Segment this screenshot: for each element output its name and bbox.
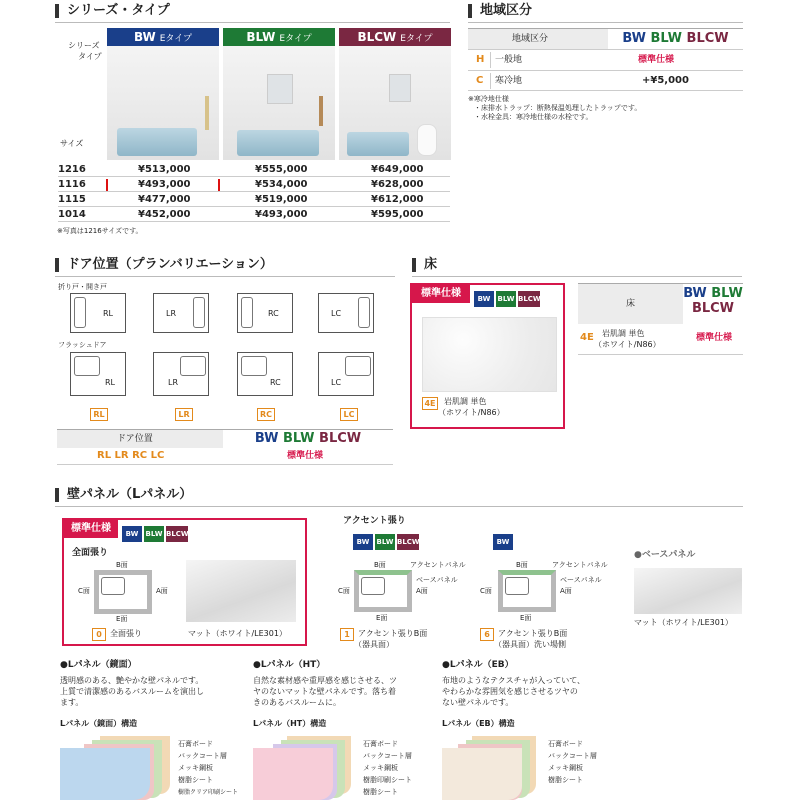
bathtub-outline	[74, 356, 100, 376]
plan-code: RL	[105, 378, 116, 387]
layer-label: 樹脂クリア印刷シート	[178, 789, 239, 796]
series-title-rule	[55, 22, 450, 23]
region-section-title: 地域区分	[468, 4, 532, 18]
mirror	[267, 74, 293, 104]
panel-column-mirror	[60, 660, 260, 800]
chip-bw: BW	[353, 534, 373, 550]
layer-label: 樹脂印刷シート	[363, 776, 412, 784]
layer-label: バックコート層	[548, 752, 597, 760]
accent1-desc-sub: （器具面）	[354, 640, 394, 649]
face-b-label: B面	[116, 561, 128, 569]
region-name: 一般地	[490, 52, 522, 68]
bathtub-shape	[237, 130, 319, 156]
floor-row-desc-color: （ホワイト/N86）	[594, 340, 661, 349]
floor-desc-color: （ホワイト/N86）	[438, 408, 505, 417]
panel-text: ます。	[60, 698, 84, 707]
wall-finish-name: マット（ホワイト/LE301）	[188, 629, 287, 638]
bathtub-outline	[101, 577, 125, 595]
layer-stack	[442, 736, 542, 800]
base-panel-label: ベースパネル	[416, 576, 458, 584]
bathtub-outline	[358, 297, 370, 328]
panel-text: 上質で清潔感のあるバスルームを演出し	[60, 687, 204, 696]
face-e-label: E面	[116, 615, 128, 623]
grab-bar	[319, 96, 323, 126]
price-row: 1216 ¥513,000 ¥555,000 ¥649,000	[58, 163, 450, 177]
floor-table	[578, 283, 743, 355]
layer-label: バックコート層	[178, 752, 227, 760]
floor-plan-lr-flush	[153, 352, 209, 396]
full-panel-name: 全面張り	[110, 629, 142, 638]
wall-standard-box	[62, 518, 307, 646]
plan-code: RC	[268, 309, 279, 318]
door-series-header: BW BLW BLCW	[254, 431, 362, 446]
standard-spec-badge: 標準仕様	[64, 520, 118, 538]
chip-blw: BLW	[375, 534, 395, 550]
bathtub-outline	[345, 356, 371, 376]
plan-code: LR	[166, 309, 177, 318]
wall-finish-swatch	[186, 560, 296, 622]
bathroom-photo-blw	[223, 46, 335, 160]
panel-title: ●Lパネル（鏡面）	[60, 660, 137, 670]
bathtub-outline	[74, 297, 86, 328]
face-a-label: A面	[156, 587, 168, 595]
base-panel-title: ●ベースパネル	[634, 550, 696, 560]
series-header-bw: BW Eタイプ	[107, 28, 219, 46]
layer-stack	[60, 736, 170, 800]
panel-text: 自然な素材感や重厚感を感じさせる、ツ	[253, 676, 397, 685]
floor-plan-rc-fold	[237, 293, 293, 333]
layer-sheet	[60, 748, 150, 800]
floor-code: 4E	[580, 332, 594, 343]
accent6-desc-sub: （器具面）洗い場側	[494, 640, 566, 649]
accent-panel-label: アクセントパネル	[552, 561, 608, 569]
series-section-title: シリーズ・タイプ	[55, 4, 170, 18]
floor-plan-rc-flush	[237, 352, 293, 396]
bathtub-outline	[241, 356, 267, 376]
floor-standard-box	[410, 283, 565, 429]
bathtub-outline	[241, 297, 253, 328]
chip-blcw: BLCW	[166, 526, 188, 542]
region-note: ・床排水トラップ：断熱保温処理したトラップです。	[474, 104, 642, 112]
region-series-header: BW BLW BLCW	[622, 31, 729, 46]
region-code: C	[476, 75, 484, 86]
plan-code-tag: RL	[90, 408, 108, 421]
price-row: 1115 ¥477,000 ¥519,000 ¥612,000	[58, 193, 450, 207]
series-header-blcw: BLCW Eタイプ	[339, 28, 451, 46]
door-table-label: ドア位置	[117, 434, 153, 444]
floor-plan-lc-fold	[318, 293, 374, 333]
bathroom-photo-bw	[107, 46, 219, 160]
panel-title: ●Lパネル（HT）	[253, 660, 326, 670]
region-note: ※寒冷地仕様	[468, 95, 509, 103]
region-row	[468, 49, 743, 70]
chip-blw: BLW	[496, 291, 516, 307]
grab-bar	[205, 96, 209, 130]
floor-code-tag: 4E	[422, 397, 438, 410]
accent-diagram-1	[354, 570, 412, 612]
region-row	[468, 70, 743, 91]
door-table	[57, 429, 393, 465]
layer-label: 石膏ボード	[363, 740, 398, 748]
wall-code-tag: 1	[340, 628, 354, 641]
price-row: 1014 ¥452,000 ¥493,000 ¥595,000	[58, 208, 450, 222]
panel-text: やわらかな雰囲気を感じさせるツヤの	[442, 687, 578, 696]
region-name: 寒冷地	[490, 73, 522, 89]
wall-section-title: 壁パネル（Lパネル）	[55, 488, 192, 502]
door-table-value: 標準仕様	[287, 451, 324, 461]
layer-label: 樹脂シート	[548, 776, 583, 784]
layer-sheet	[442, 748, 522, 800]
plan-code: LC	[331, 378, 342, 387]
floor-plan-rl-flush	[70, 352, 126, 396]
layer-stack	[253, 736, 353, 800]
highlight-marker	[106, 179, 108, 191]
plan-code-tag: RC	[257, 408, 275, 421]
plan-code-tag: LR	[175, 408, 193, 421]
chip-blcw: BLCW	[518, 291, 540, 307]
region-col-label: 地域区分	[512, 34, 549, 44]
region-title-rule	[468, 22, 743, 23]
bathtub-shape	[347, 132, 409, 156]
panel-column-eb	[442, 660, 642, 800]
highlight-marker	[218, 179, 220, 191]
region-table	[468, 28, 743, 91]
panel-text: ヤのないマットな壁パネルです。落ち着	[253, 687, 397, 696]
base-panel-swatch	[634, 568, 742, 614]
base-panel-finish: マット（ホワイト/LE301）	[634, 618, 733, 627]
panel-text: ない壁パネルです。	[442, 698, 514, 707]
full-panel-diagram	[94, 570, 152, 614]
layer-label: メッキ鋼板	[178, 764, 213, 772]
layer-label: 石膏ボード	[548, 740, 583, 748]
region-value: +¥5,000	[642, 75, 689, 86]
chip-bw: BW	[474, 291, 494, 307]
fold-door-label: 折り戸・開き戸	[58, 283, 107, 291]
type-axis-label: タイプ	[78, 52, 102, 61]
mirror	[389, 74, 411, 102]
wall-code-tag: 0	[92, 628, 106, 641]
floor-row-value: 標準仕様	[696, 333, 733, 343]
price-row: 1116 ¥493,000 ¥534,000 ¥628,000	[58, 178, 450, 192]
panel-struct-title: Lパネル（HT）構造	[253, 719, 327, 728]
layer-label: 樹脂シート	[363, 788, 398, 796]
accent-title: アクセント張り	[343, 516, 406, 526]
accent6-desc: アクセント張りB面	[498, 629, 568, 638]
plan-code: LR	[168, 378, 179, 387]
plan-code: RC	[270, 378, 281, 387]
face-a-label: A面	[560, 587, 572, 595]
wall-title-rule	[55, 506, 743, 507]
panel-column-ht	[253, 660, 443, 800]
panel-text: 透明感のある、艶やかな壁パネルです。	[60, 676, 204, 685]
face-c-label: C面	[480, 587, 492, 595]
bathtub-outline	[361, 577, 385, 595]
bathtub-shape	[117, 128, 197, 156]
face-e-label: E面	[376, 614, 388, 622]
panel-title: ●Lパネル（EB）	[442, 660, 514, 670]
panel-struct-title: Lパネル（鏡面）構造	[60, 719, 138, 728]
base-panel-label: ベースパネル	[560, 576, 602, 584]
floor-texture-swatch	[422, 317, 557, 392]
toilet	[417, 124, 437, 156]
accent-diagram-6	[498, 570, 556, 612]
chip-blw: BLW	[144, 526, 164, 542]
chip-bw: BW	[493, 534, 513, 550]
standard-spec-badge: 標準仕様	[412, 285, 470, 303]
floor-row-desc: 岩肌調 単色	[602, 329, 645, 338]
size-axis-label: サイズ	[60, 139, 84, 148]
bathtub-outline	[505, 577, 529, 595]
bathroom-photo-blcw	[339, 46, 451, 160]
layer-label: メッキ鋼板	[548, 764, 583, 772]
layer-label: 石膏ボード	[178, 740, 213, 748]
floor-plan-lr-fold	[153, 293, 209, 333]
floor-plan-lc-flush	[318, 352, 374, 396]
series-note: ※写真は1216サイズです。	[57, 227, 143, 235]
face-b-label: B面	[516, 561, 528, 569]
region-note: ・水栓金具：寒冷地仕様の水栓です。	[474, 113, 593, 121]
wall-code-tag: 6	[480, 628, 494, 641]
door-section-title: ドア位置（プランバリエーション）	[55, 258, 273, 272]
face-e-label: E面	[520, 614, 532, 622]
floor-table-label: 床	[626, 299, 636, 309]
panel-text: 布地のようなテクスチャが入っていて、	[442, 676, 586, 685]
face-b-label: B面	[374, 561, 386, 569]
full-panel-title: 全面張り	[72, 548, 109, 558]
chip-blcw: BLCW	[397, 534, 419, 550]
plan-code-tag: LC	[340, 408, 358, 421]
accent1-desc: アクセント張りB面	[358, 629, 428, 638]
flush-door-label: フラッシュドア	[58, 341, 107, 349]
layer-sheet	[253, 748, 333, 800]
floor-series-header: BW BLW BLCW	[683, 286, 743, 316]
floor-section-title: 床	[412, 258, 437, 272]
floor-plan-rl-fold	[70, 293, 126, 333]
door-table-codes: RL LR RC LC	[97, 450, 165, 461]
floor-desc: 岩肌調 単色	[444, 397, 487, 406]
bathtub-outline	[193, 297, 205, 328]
region-code: H	[476, 54, 485, 65]
door-title-rule	[55, 276, 395, 277]
plan-code: LC	[331, 309, 342, 318]
region-value: 標準仕様	[638, 55, 675, 65]
face-c-label: C面	[338, 587, 350, 595]
panel-struct-title: Lパネル（EB）構造	[442, 719, 515, 728]
face-c-label: C面	[78, 587, 90, 595]
series-header-blw: BLW Eタイプ	[223, 28, 335, 46]
face-a-label: A面	[416, 587, 428, 595]
bathtub-outline	[180, 356, 206, 376]
floor-title-rule	[412, 276, 742, 277]
layer-label: バックコート層	[363, 752, 412, 760]
layer-label: メッキ鋼板	[363, 764, 398, 772]
chip-bw: BW	[122, 526, 142, 542]
panel-text: きのあるバスルームに。	[253, 698, 341, 707]
plan-code: RL	[103, 309, 114, 318]
series-axis-label: シリーズ	[68, 41, 100, 50]
accent-panel-label: アクセントパネル	[410, 561, 466, 569]
layer-label: 樹脂シート	[178, 776, 213, 784]
